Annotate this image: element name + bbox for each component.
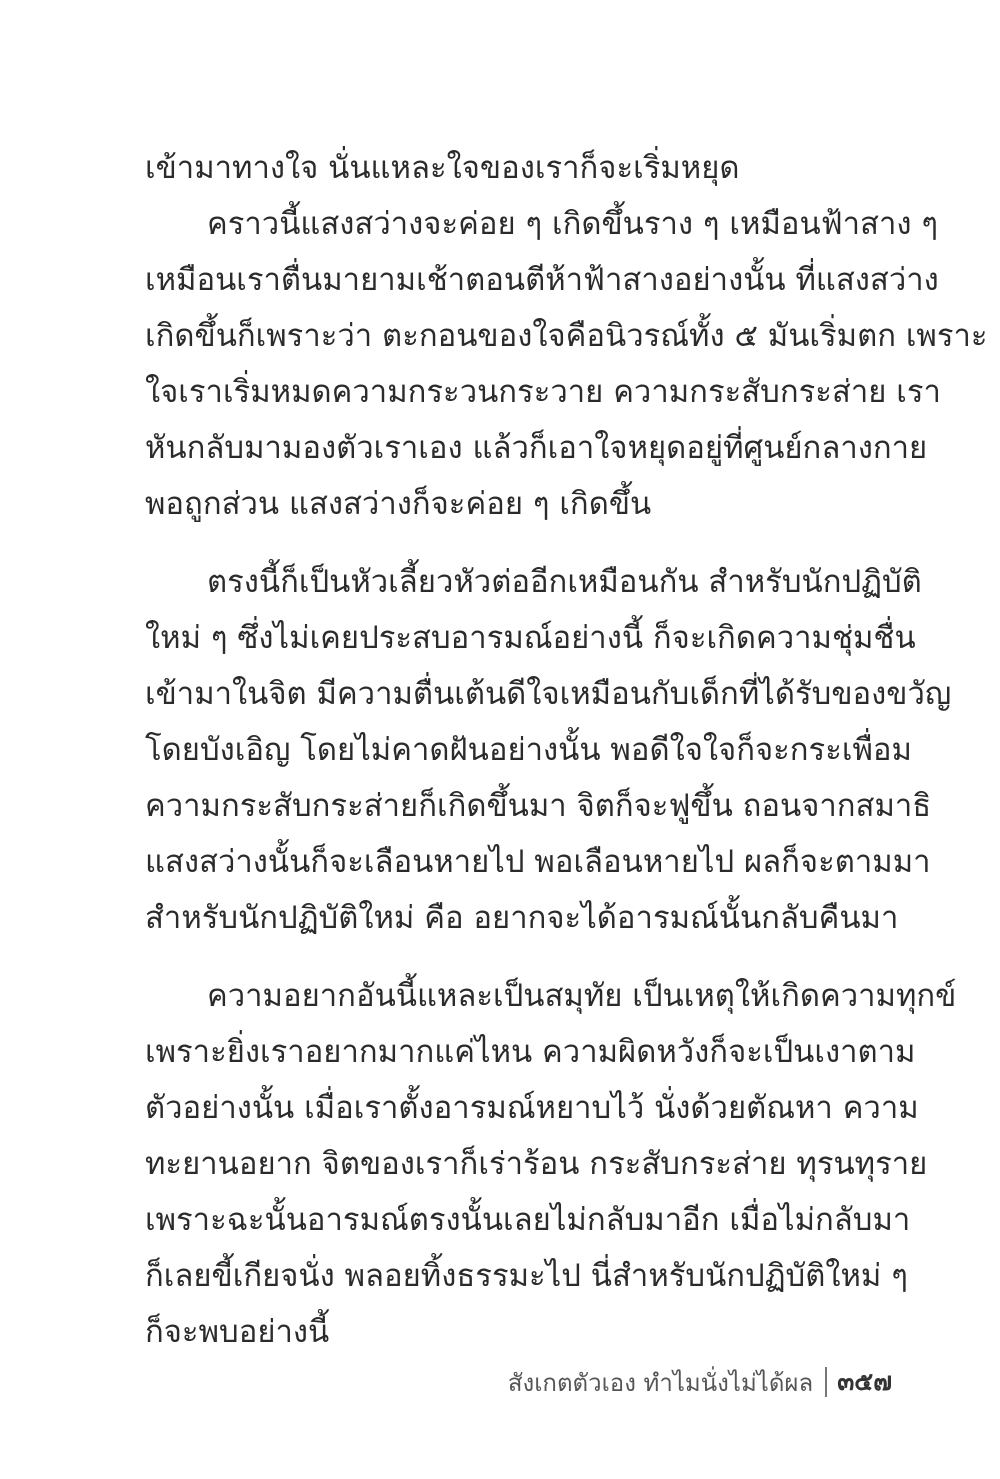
- paragraph: [145, 196, 988, 532]
- text-line: คราวนี้แสงสว่างจะค่อย ๆ เกิดขึ้นราง ๆ เหมือนฟ้าสาง ๆ: [207, 206, 939, 242]
- text-line: ก็เลยขี้เกียจนั่ง พลอยทิ้งธรรมะไป นี่สำหรับนักปฏิบัติใหม่ ๆ: [145, 1258, 908, 1294]
- text-line: เหมือนเราตื่นมายามเช้าตอนตีห้าฟ้าสางอย่างนั้น ที่แสงสว่าง: [145, 262, 939, 298]
- paragraph: [145, 554, 952, 946]
- text-line: ความกระสับกระส่ายก็เกิดขึ้นมา จิตก็จะฟูขึ้น ถอนจากสมาธิ: [145, 788, 932, 824]
- text-line: หันกลับมามองตัวเราเอง แล้วก็เอาใจหยุดอยู่ที่ศูนย์กลางกาย: [145, 430, 928, 466]
- text-line: เกิดขึ้นก็เพราะว่า ตะกอนของใจคือนิวรณ์ทั้ง ๕ มันเริ่มตก เพราะ: [145, 318, 988, 354]
- paragraph: [145, 968, 957, 1360]
- text-line: ทะยานอยาก จิตของเราก็เร่าร้อน กระสับกระส่าย ทุรนทุราย: [145, 1146, 928, 1182]
- paragraph-spacer: [145, 532, 890, 554]
- text-line: พอถูกส่วน แสงสว่างก็จะค่อย ๆ เกิดขึ้น: [145, 486, 652, 522]
- paragraph-spacer: [145, 946, 890, 968]
- footer-divider: [825, 1367, 827, 1397]
- body-text: [145, 140, 988, 1360]
- text-line: ใจเราเริ่มหมดความกระวนกระวาย ความกระสับกระส่าย เรา: [145, 374, 941, 410]
- text-line: โดยบังเอิญ โดยไม่คาดฝันอย่างนั้น พอดีใจใจก็จะกระเพื่อม: [145, 732, 912, 768]
- text-line: ตรงนี้ก็เป็นหัวเลี้ยวหัวต่ออีกเหมือนกัน สำหรับนักปฏิบัติ: [207, 564, 922, 600]
- page-number: ๓๕๗: [837, 1367, 892, 1396]
- text-line: เข้ามาทางใจ นั่นแหละใจของเราก็จะเริ่มหยุด: [145, 150, 740, 186]
- text-line: เพราะฉะนั้นอารมณ์ตรงนั้นเลยไม่กลับมาอีก เมื่อไม่กลับมา: [145, 1202, 911, 1238]
- running-title: สังเกตตัวเอง ทำไมนั่งไม่ได้ผล: [507, 1368, 814, 1397]
- text-line: ใหม่ ๆ ซึ่งไม่เคยประสบอารมณ์อย่างนี้ ก็จะเกิดความชุ่มชื่น: [145, 620, 916, 656]
- page-footer: [508, 1362, 892, 1402]
- text-line: ก็จะพบอย่างนี้: [145, 1314, 330, 1350]
- paragraph: [145, 140, 890, 196]
- text-line: เพราะยิ่งเราอยากมากแค่ไหน ความผิดหวังก็จะเป็นเงาตาม: [145, 1034, 916, 1070]
- text-line: สำหรับนักปฏิบัติใหม่ คือ อยากจะได้อารมณ์นั้นกลับคืนมา: [145, 900, 899, 936]
- text-line: ความอยากอันนี้แหละเป็นสมุทัย เป็นเหตุให้เกิดความทุกข์: [207, 978, 957, 1014]
- text-line: ตัวอย่างนั้น เมื่อเราตั้งอารมณ์หยาบไว้ นั่งด้วยตัณหา ความ: [145, 1090, 919, 1126]
- text-line: แสงสว่างนั้นก็จะเลือนหายไป พอเลือนหายไป ผลก็จะตามมา: [145, 844, 931, 880]
- text-line: เข้ามาในจิต มีความตื่นเต้นดีใจเหมือนกับเด็กที่ได้รับของขวัญ: [145, 676, 952, 712]
